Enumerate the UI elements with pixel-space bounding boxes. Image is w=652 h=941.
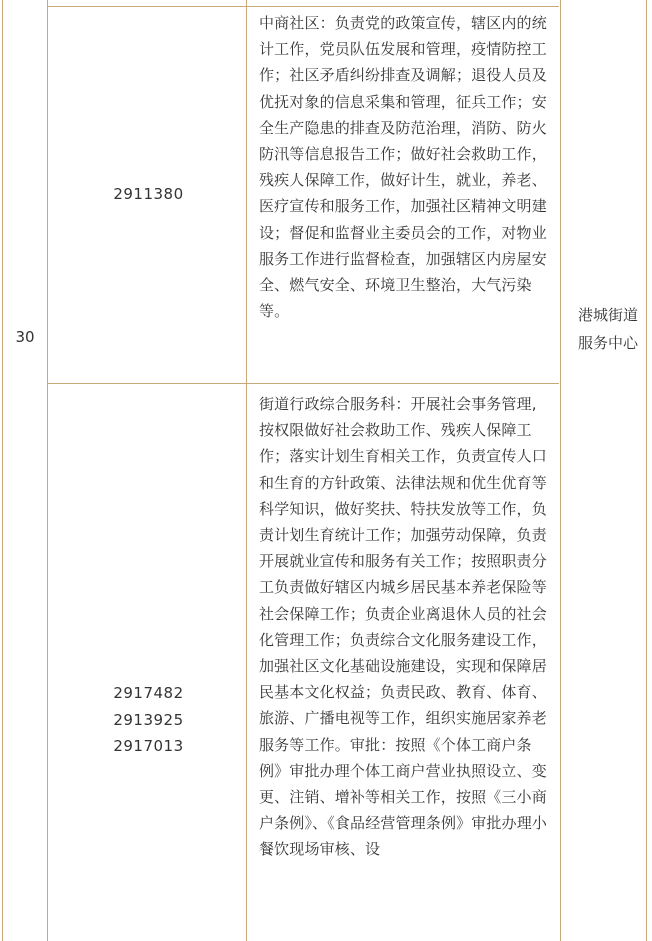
phone-number: 2917482 [113,684,184,702]
phone-number: 2917013 [113,737,184,755]
column-divider-1 [47,0,48,941]
column-divider-3 [560,0,561,941]
row-index: 30 [15,328,35,346]
duty-cell-row-2: 街道行政综合服务科：开展社会事务管理,按权限做好社会救助工作、残疾人保障工作；落实计划生育相关工作，负责宣传人口和生育的方针政策、法律法规和优生优育等科学知识，做好奖扶、特扶发放等工作，负责计划生育统计工作；加强劳动保障，负责开展就业宣传和服务有关工作；按照职责分工负责做好辖区内城乡居民基本养老保险等社会保障工作；负责企业离退休人员的社会化管理工作；负责综合文化服务建设工作，加强社区文化基础设施建设，实现和保障居民基本文化权益；负责民政、教育、体育、旅游、广播电视等工作，组织实施居家养老服务等工作。审批：按照《个体工商户条例》审批办理个体工商户营业执照设立、变更、注销、增补等相关工作，按照《三小商户条例》、《食品经营管理条例》审批办理小餐饮现场审核、设 [259,395,548,859]
column-divider-2 [246,0,247,941]
phone-cell-row-1 [51,181,246,208]
phone-number: 2911380 [113,185,184,203]
responsibility-table [2,0,647,941]
phone-cell-row-2 [51,680,246,760]
row-divider [47,383,559,384]
row-top-border [47,6,559,7]
department-cell: 港城街道服务中心 [577,306,638,352]
index-cell [3,0,47,941]
duty-cell-row-1: 中商社区：负责党的政策宣传，辖区内的统计工作，党员队伍发展和管理，疫情防控工作；社区矛盾纠纷排查及调解；退役人员及优抚对象的信息采集和管理，征兵工作；安全生产隐患的排查及防范治理，消防、防火防汛等信息报告工作；做好社会救助工作，残疾人保障工作，做好计生，就业，养老、医疗宣传和服务工作，加强社区精神文明建设；督促和监督业主委员会的工作，对物业服务工作进行监督检查，加强辖区内房屋安全、燃气安全、环境卫生整治，大气污染等。 [259,14,547,321]
phone-number: 2913925 [113,710,184,729]
